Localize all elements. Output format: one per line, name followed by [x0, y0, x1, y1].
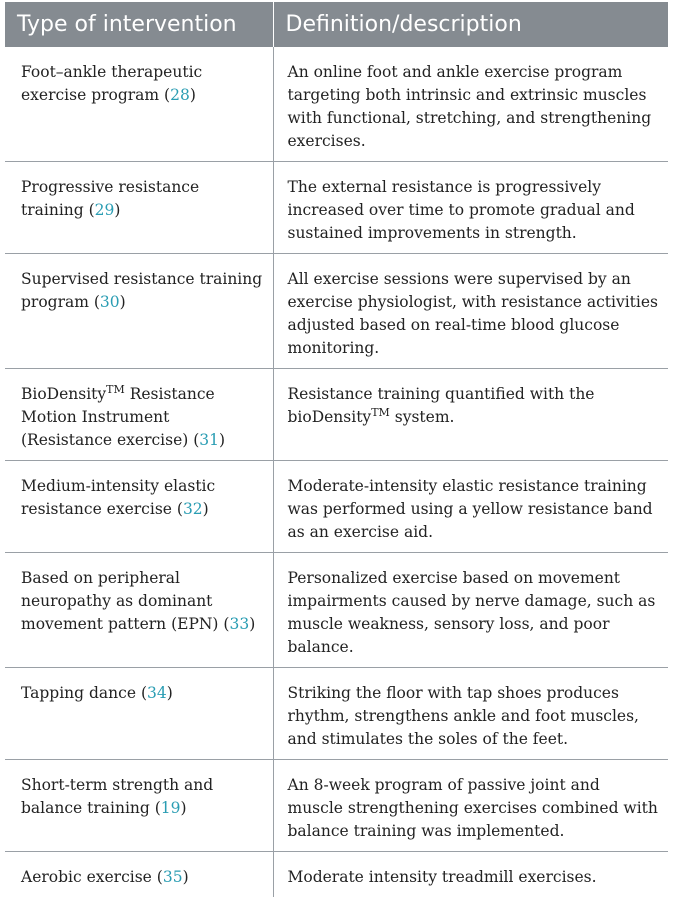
- table-row: [5, 668, 668, 760]
- intervention-description: An 8-week program of passive joint and muscle strengthening exercises combined with balance training was implemented.: [273, 760, 668, 852]
- table-row: [5, 553, 668, 668]
- intervention-description: Resistance training quantified with the bioDensity™ system.: [273, 369, 668, 461]
- intervention-description: Moderate intensity treadmill exercises.: [273, 852, 668, 898]
- intervention-description: Striking the floor with tap shoes produces rhythm, strengthens ankle and foot muscles, and stimulates the soles of the feet.: [273, 668, 668, 760]
- table-row: [5, 760, 668, 852]
- intervention-description: The external resistance is progressively increased over time to promote gradual and sustained improvements in strength.: [273, 162, 668, 254]
- trademark-superscript: TM: [106, 383, 125, 396]
- reference-link[interactable]: 30: [99, 293, 120, 311]
- header-row: [5, 2, 668, 47]
- intervention-type: Tapping dance (34): [5, 668, 273, 760]
- intervention-description: Personalized exercise based on movement impairments caused by nerve damage, such as muscle weakness, sensory loss, and poor balance.: [273, 553, 668, 668]
- table-row: [5, 852, 668, 898]
- intervention-type: Based on peripheral neuropathy as dominant movement pattern (EPN) (33): [5, 553, 273, 668]
- intervention-type: Foot–ankle therapeutic exercise program (28): [21, 63, 203, 104]
- reference-link[interactable]: 34: [147, 684, 167, 702]
- intervention-description: An online foot and ankle exercise program targeting both intrinsic and extrinsic muscles with functional, stretching, and strengthening exercises.: [273, 47, 668, 162]
- reference-link[interactable]: 33: [229, 615, 250, 633]
- intervention-type: Progressive resistance training (29): [5, 162, 273, 254]
- table-row: [5, 369, 668, 461]
- reference-link[interactable]: 35: [162, 868, 183, 886]
- intervention-type: Aerobic exercise (35): [5, 852, 273, 898]
- intervention-description: All exercise sessions were supervised by an exercise physiologist, with resistance activities adjusted based on real-time blood glucose monitoring.: [273, 254, 668, 369]
- intervention-type: Short-term strength and balance training (19): [5, 760, 273, 852]
- header-type-of-intervention: Type of intervention: [5, 2, 273, 47]
- intervention-type: Medium-intensity elastic resistance exercise (32): [5, 461, 273, 553]
- table-row: [5, 254, 668, 369]
- reference-link[interactable]: 32: [182, 500, 203, 518]
- interventions-table: [5, 2, 668, 897]
- intervention-type: Supervised resistance training program (30): [5, 254, 273, 369]
- header-definition-description: Definition/description: [273, 2, 668, 47]
- intervention-type: BioDensity™ Resistance Motion Instrument (Resistance exercise) (31): [5, 369, 273, 461]
- table-row: [5, 47, 668, 162]
- reference-link[interactable]: 28: [170, 86, 190, 104]
- table-row: [5, 162, 668, 254]
- table-row: [5, 461, 668, 553]
- reference-link[interactable]: 19: [160, 799, 181, 817]
- reference-link[interactable]: 29: [94, 201, 115, 219]
- trademark-superscript: TM: [371, 406, 390, 419]
- intervention-description: Moderate-intensity elastic resistance training was performed using a yellow resistance band as an exercise aid.: [273, 461, 668, 553]
- reference-link[interactable]: 31: [199, 431, 220, 449]
